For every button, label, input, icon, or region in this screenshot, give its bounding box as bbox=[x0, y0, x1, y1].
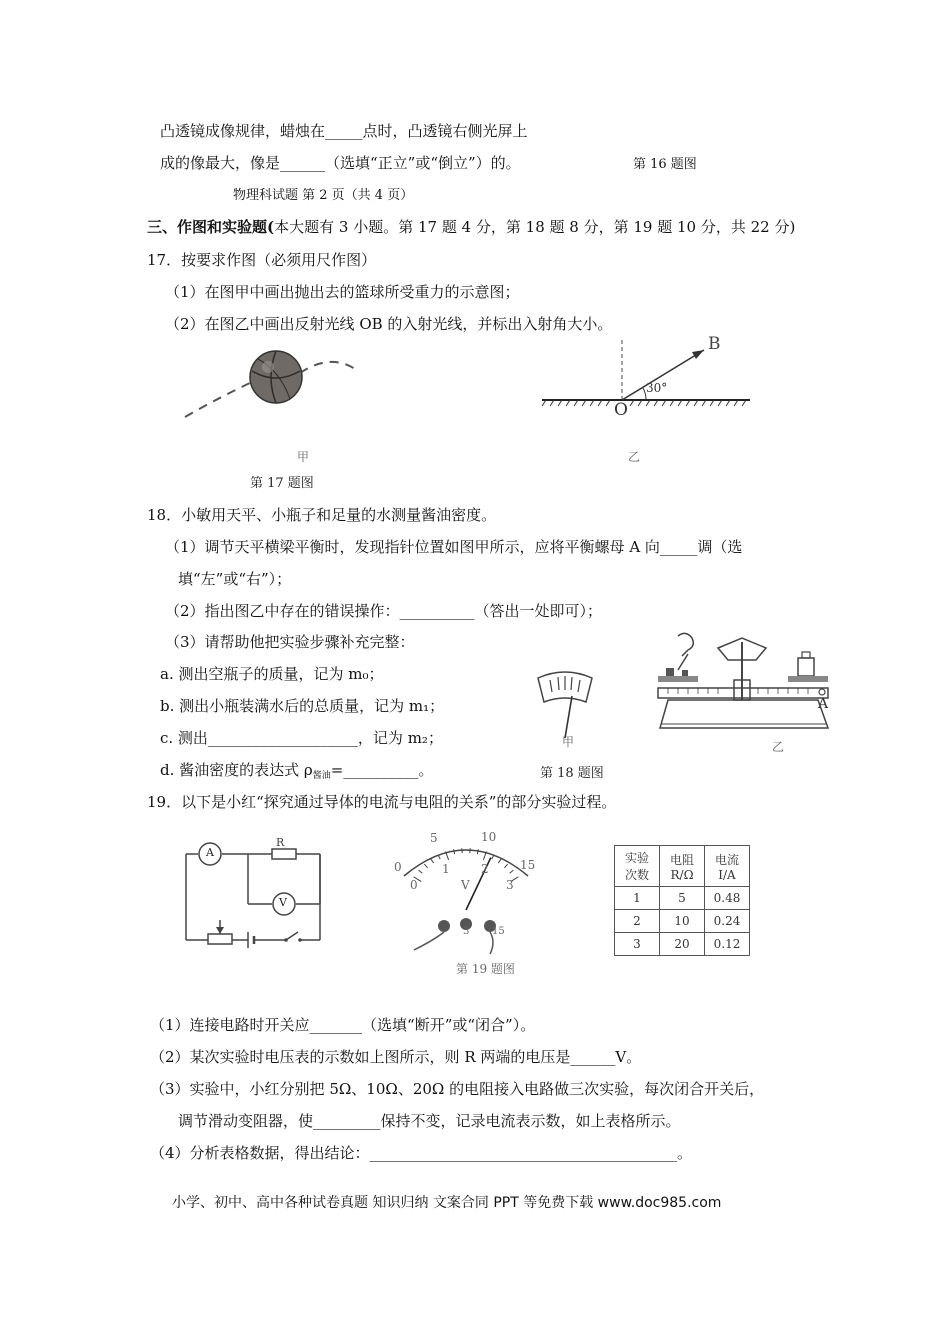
q18-stem: 18．小敏用天平、小瓶子和足量的水测量酱油密度。 bbox=[147, 506, 497, 524]
cell: 0.12 bbox=[705, 933, 750, 956]
dial-tick bbox=[498, 859, 501, 863]
dial-tick bbox=[419, 870, 423, 873]
section3-heading bbox=[147, 217, 795, 237]
dial-tick bbox=[510, 870, 514, 873]
fig18-caption: 第 18 题图 bbox=[540, 766, 604, 781]
q19-part3b: 调节滑动变阻器，使_________保持不变，记录电流表示数，如上表格所示。 bbox=[178, 1112, 681, 1130]
fig19-caption: 第 19 题图 bbox=[456, 962, 515, 976]
terminal-label-15: 15 bbox=[492, 926, 505, 937]
cell: 10 bbox=[660, 910, 705, 933]
q18-step-d-subscript: 酱油 bbox=[312, 771, 331, 781]
table-header-row bbox=[615, 846, 750, 887]
scale-top-0: 0 bbox=[394, 860, 402, 874]
switch-icon bbox=[286, 932, 298, 940]
scale-top-10: 10 bbox=[481, 830, 497, 844]
fig17-caption: 第 17 题图 bbox=[250, 476, 314, 491]
site-footer: 小学、初中、高中各种试卷真题 知识归纳 文案合同 PPT 等免费下载 www.doc985.com bbox=[172, 1195, 722, 1211]
fig18-b-label: 乙 bbox=[772, 740, 785, 754]
q18-step-a: a. 测出空瓶子的质量，记为 m₀； bbox=[160, 665, 384, 683]
q19-stem: 19．以下是小红“探究通过导体的电流与电阻的关系”的部分实验过程。 bbox=[147, 793, 617, 811]
angle-label: 30° bbox=[646, 381, 668, 395]
q17-stem: 17．按要求作图（必须用尺作图） bbox=[147, 251, 377, 269]
terminal-label-3: 3 bbox=[463, 926, 470, 937]
cell: 5 bbox=[660, 887, 705, 910]
table-row bbox=[615, 910, 750, 933]
cell: 1 bbox=[615, 887, 660, 910]
fig17-a-label: 甲 bbox=[297, 450, 310, 464]
q16-line2: 成的像最大，像是______（选填“正立”或“倒立”）的。 bbox=[160, 154, 521, 172]
q19-part4: （4）分析表格数据，得出结论：_________________________________________。 bbox=[150, 1144, 693, 1162]
q18-part1a: （1）调节天平横梁平衡时，发现指针位置如图甲所示，应将平衡螺母 A 向_____调（选 bbox=[165, 538, 743, 556]
pointer-needle bbox=[565, 696, 572, 738]
cell: 3 bbox=[615, 933, 660, 956]
dial-tick bbox=[431, 859, 434, 863]
q16-line1: 凸透镜成像规律，蜡烛在_____点时，凸透镜右侧光屏上 bbox=[160, 122, 528, 140]
rheostat-icon bbox=[208, 934, 232, 944]
section3-title: 三、作图和实验题( bbox=[147, 218, 275, 236]
reflection-figure bbox=[536, 336, 756, 421]
scale-bottom-1: 1 bbox=[442, 862, 450, 876]
table-row bbox=[615, 887, 750, 910]
dial-tick bbox=[424, 864, 427, 868]
q18-step-c: c. 测出____________________，记为 m₂； bbox=[160, 729, 443, 747]
header-resistance: 电阻 R/Ω bbox=[660, 846, 705, 887]
resistor-icon bbox=[272, 849, 296, 859]
ammeter-label: A bbox=[206, 846, 214, 859]
trajectory-right bbox=[300, 362, 355, 373]
fig17-b-label: 乙 bbox=[628, 450, 641, 464]
dial-tick bbox=[504, 864, 507, 868]
q18-part3: （3）请帮助他把实验步骤补充完整： bbox=[165, 633, 415, 651]
bottle bbox=[798, 658, 814, 676]
q16-fig-caption: 第 16 题图 bbox=[633, 157, 697, 172]
dial-tick bbox=[477, 849, 478, 854]
point-b-label: B bbox=[708, 334, 721, 354]
q18-step-b: b. 测出小瓶装满水后的总质量，记为 m₁； bbox=[160, 697, 445, 715]
balance-figure bbox=[648, 630, 848, 748]
header-current: 电流 I/A bbox=[705, 846, 750, 887]
trajectory-left bbox=[185, 383, 250, 417]
fig18-a-label: 甲 bbox=[562, 735, 575, 749]
q18-step-d-suffix: =__________。 bbox=[330, 761, 434, 779]
scale-top-5: 5 bbox=[430, 831, 438, 845]
balance-nut-label: A bbox=[818, 696, 829, 712]
cell: 2 bbox=[615, 910, 660, 933]
q19-part1: （1）连接电路时开关应_______（选填“断开”或“闭合”）。 bbox=[150, 1016, 536, 1034]
scale-top-15: 15 bbox=[520, 858, 536, 872]
cell: 0.48 bbox=[705, 887, 750, 910]
cell: 0.24 bbox=[705, 910, 750, 933]
dial-tick bbox=[454, 849, 455, 854]
scale-bottom-0: 0 bbox=[410, 878, 418, 892]
hand-tweezers bbox=[678, 633, 693, 656]
voltmeter-label: V bbox=[279, 896, 287, 909]
cell: 20 bbox=[660, 933, 705, 956]
q19-part2: （2）某次实验时电压表的示数如上图所示，则 R 两端的电压是______V。 bbox=[150, 1048, 642, 1066]
q19-part3a: （3）实验中，小红分别把 5Ω、10Ω、20Ω 的电阻接入电路做三次实验，每次闭合开关后， bbox=[150, 1080, 765, 1098]
q18-part2: （2）指出图乙中存在的错误操作：__________（答出一处即可）； bbox=[165, 602, 603, 620]
q17-part2: （2）在图乙中画出反射光线 OB 的入射光线，并标出入射角大小。 bbox=[165, 315, 613, 333]
point-o-label: O bbox=[614, 400, 628, 420]
resistor-label: R bbox=[276, 836, 285, 849]
header-trial: 实验 次数 bbox=[615, 846, 660, 887]
q18-step-d bbox=[160, 760, 433, 786]
q17-part1: （1）在图甲中画出抛出去的篮球所受重力的示意图； bbox=[165, 283, 520, 301]
scale-bottom-2: 2 bbox=[481, 862, 489, 876]
basketball bbox=[250, 351, 302, 403]
results-table bbox=[614, 845, 750, 956]
q18-part1b: 填“左”或“右”）； bbox=[178, 570, 292, 588]
page-number-footer: 物理科试题 第 2 页（共 4 页） bbox=[233, 188, 414, 203]
basketball-figure bbox=[180, 345, 370, 425]
scale-bottom-3: 3 bbox=[506, 878, 514, 892]
terminal-label-negative: - bbox=[440, 926, 444, 937]
q18-step-d-prefix: d. 酱油密度的表达式 ρ bbox=[160, 761, 313, 779]
meter-unit: V bbox=[461, 878, 470, 892]
voltmeter-dial bbox=[386, 830, 546, 960]
section3-detail: 本大题有 3 小题。第 17 题 4 分，第 18 题 8 分，第 19 题 10 分，共 22 分) bbox=[274, 218, 796, 236]
table-row bbox=[615, 933, 750, 956]
circuit-diagram bbox=[178, 838, 330, 956]
